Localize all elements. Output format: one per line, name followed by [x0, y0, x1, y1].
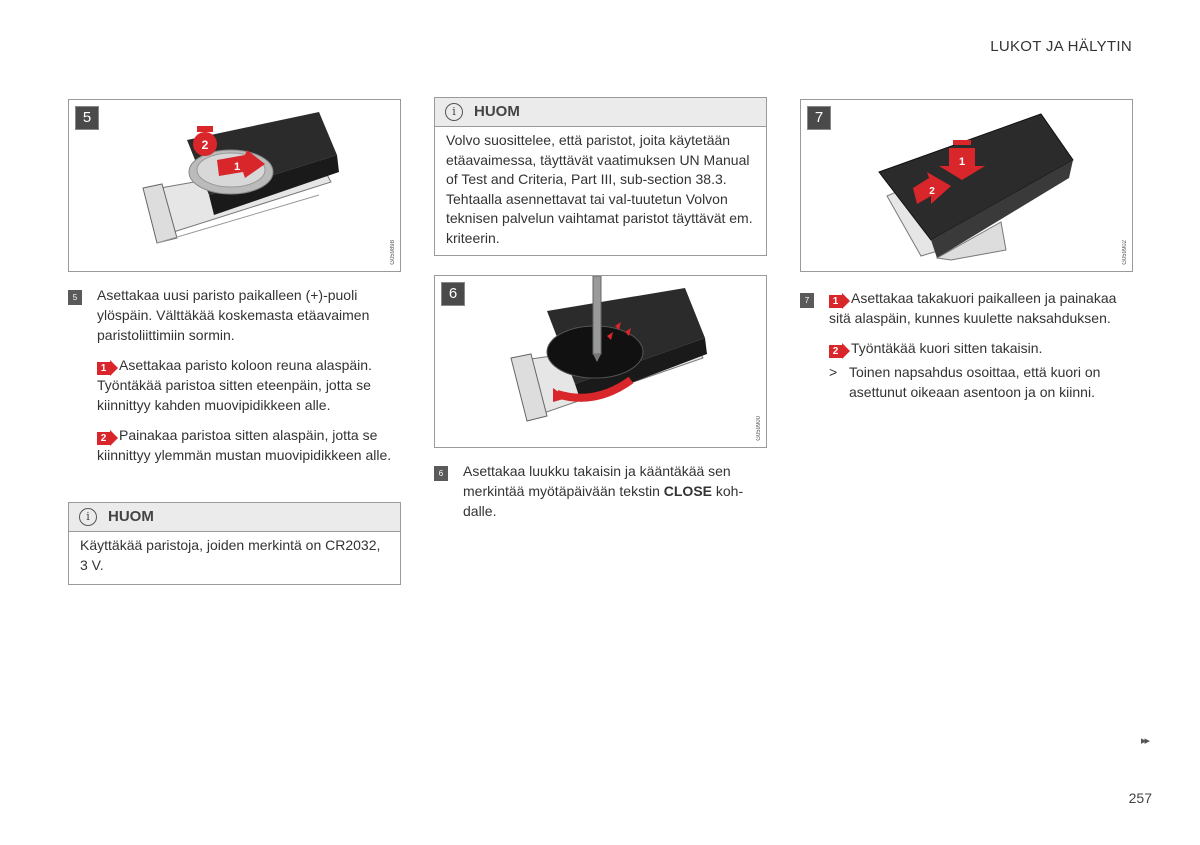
result-line — [829, 362, 1135, 402]
note-header — [435, 98, 766, 127]
note-title: HUOM — [474, 103, 520, 120]
key-battery-insert-illustration — [69, 100, 401, 272]
figure-5 — [68, 99, 401, 272]
result-mark: > — [829, 364, 838, 380]
note-box — [68, 502, 401, 585]
substep-2 — [829, 338, 1135, 358]
figure-code: G059900 — [756, 416, 762, 441]
red-arrow-badge-icon: 1 — [829, 295, 842, 308]
info-icon: i — [445, 103, 463, 121]
key-back-cover-illustration — [801, 100, 1133, 272]
info-icon: i — [79, 508, 97, 526]
svg-text:2: 2 — [201, 138, 209, 152]
key-cover-turn-illustration — [435, 276, 767, 448]
substep-text: Työntäkää kuori sitten takaisin. — [851, 340, 1043, 356]
red-arrow-badge-icon: 2 — [829, 345, 842, 358]
step-5 — [68, 285, 403, 465]
close-label: CLOSE — [663, 483, 712, 499]
page-number: 257 — [1128, 790, 1152, 806]
substep-text: Painakaa paristoa sitten alaspäin, jotta se kiinnittyy ylemmän mustan muovipidikkeen alle. — [97, 427, 392, 463]
section-header: LUKOT JA HÄLYTIN — [990, 38, 1132, 55]
figure-number: 5 — [75, 106, 99, 130]
step-7 — [800, 288, 1135, 402]
figure-code: G059898 — [390, 240, 396, 265]
note-box — [434, 97, 767, 256]
figure-number: 6 — [441, 282, 465, 306]
forward-arrows-icon: ▸▸ — [1140, 735, 1148, 747]
step-badge: 7 — [800, 293, 814, 308]
svg-text:1: 1 — [958, 156, 966, 168]
note-title: HUOM — [108, 508, 154, 525]
note-text: Käyttäkää paristoja, joiden merkintä on CR2032, 3 V. — [80, 537, 381, 573]
figure-code: G059902 — [1122, 240, 1128, 265]
figure-6 — [434, 275, 767, 448]
red-arrow-badge-icon: 1 — [97, 362, 110, 375]
substep-1 — [97, 355, 403, 415]
substep-text: Asettakaa takakuori paikalleen ja painakaa sitä alaspäin, kunnes kuulette naksahduksen. — [829, 290, 1117, 326]
step-text: Asettakaa uusi paristo paikalleen (+)-puoli ylöspäin. Välttäkää koskemasta etäavaimen paristoliittimiin sormin. — [97, 287, 370, 343]
substep-text: Asettakaa paristo koloon reuna alaspäin. Työntäkää paristoa sitten eteenpäin, jotta se kiinnittyy kahden muovipidikkeen alle. — [97, 357, 372, 413]
note-header — [69, 503, 400, 532]
substep-1 — [829, 288, 1135, 328]
substep-2 — [97, 425, 403, 465]
step-text-part: Asettakaa luukku takaisin ja kääntäkää sen merkintää myötäpäivään tekstin — [463, 463, 731, 499]
step-badge: 5 — [68, 290, 82, 305]
figure-number: 7 — [807, 106, 831, 130]
step-text — [463, 461, 769, 521]
note-text: Volvo suosittelee, että paristot, joita käytetään etäavaimessa, täyttävät vaatimuksen UN Manual of Test and Criteria, Part III, sub-section 38.3. Tehtaalla asennettavat tai val-tuutetun Volvon teknisen palvelun vaihtamat paristot täyttävät em. kriteerin. — [446, 132, 753, 246]
step-text-part: koh-dalle. — [463, 483, 744, 519]
red-arrow-badge-icon: 2 — [97, 432, 110, 445]
svg-text:2: 2 — [929, 186, 935, 197]
step-6 — [434, 461, 769, 521]
step-badge: 6 — [434, 466, 448, 481]
result-text: Toinen napsahdus osoittaa, että kuori on asettunut oikeaan asentoon ja on kiinni. — [849, 364, 1101, 400]
svg-text:1: 1 — [233, 161, 241, 173]
figure-7 — [800, 99, 1133, 272]
